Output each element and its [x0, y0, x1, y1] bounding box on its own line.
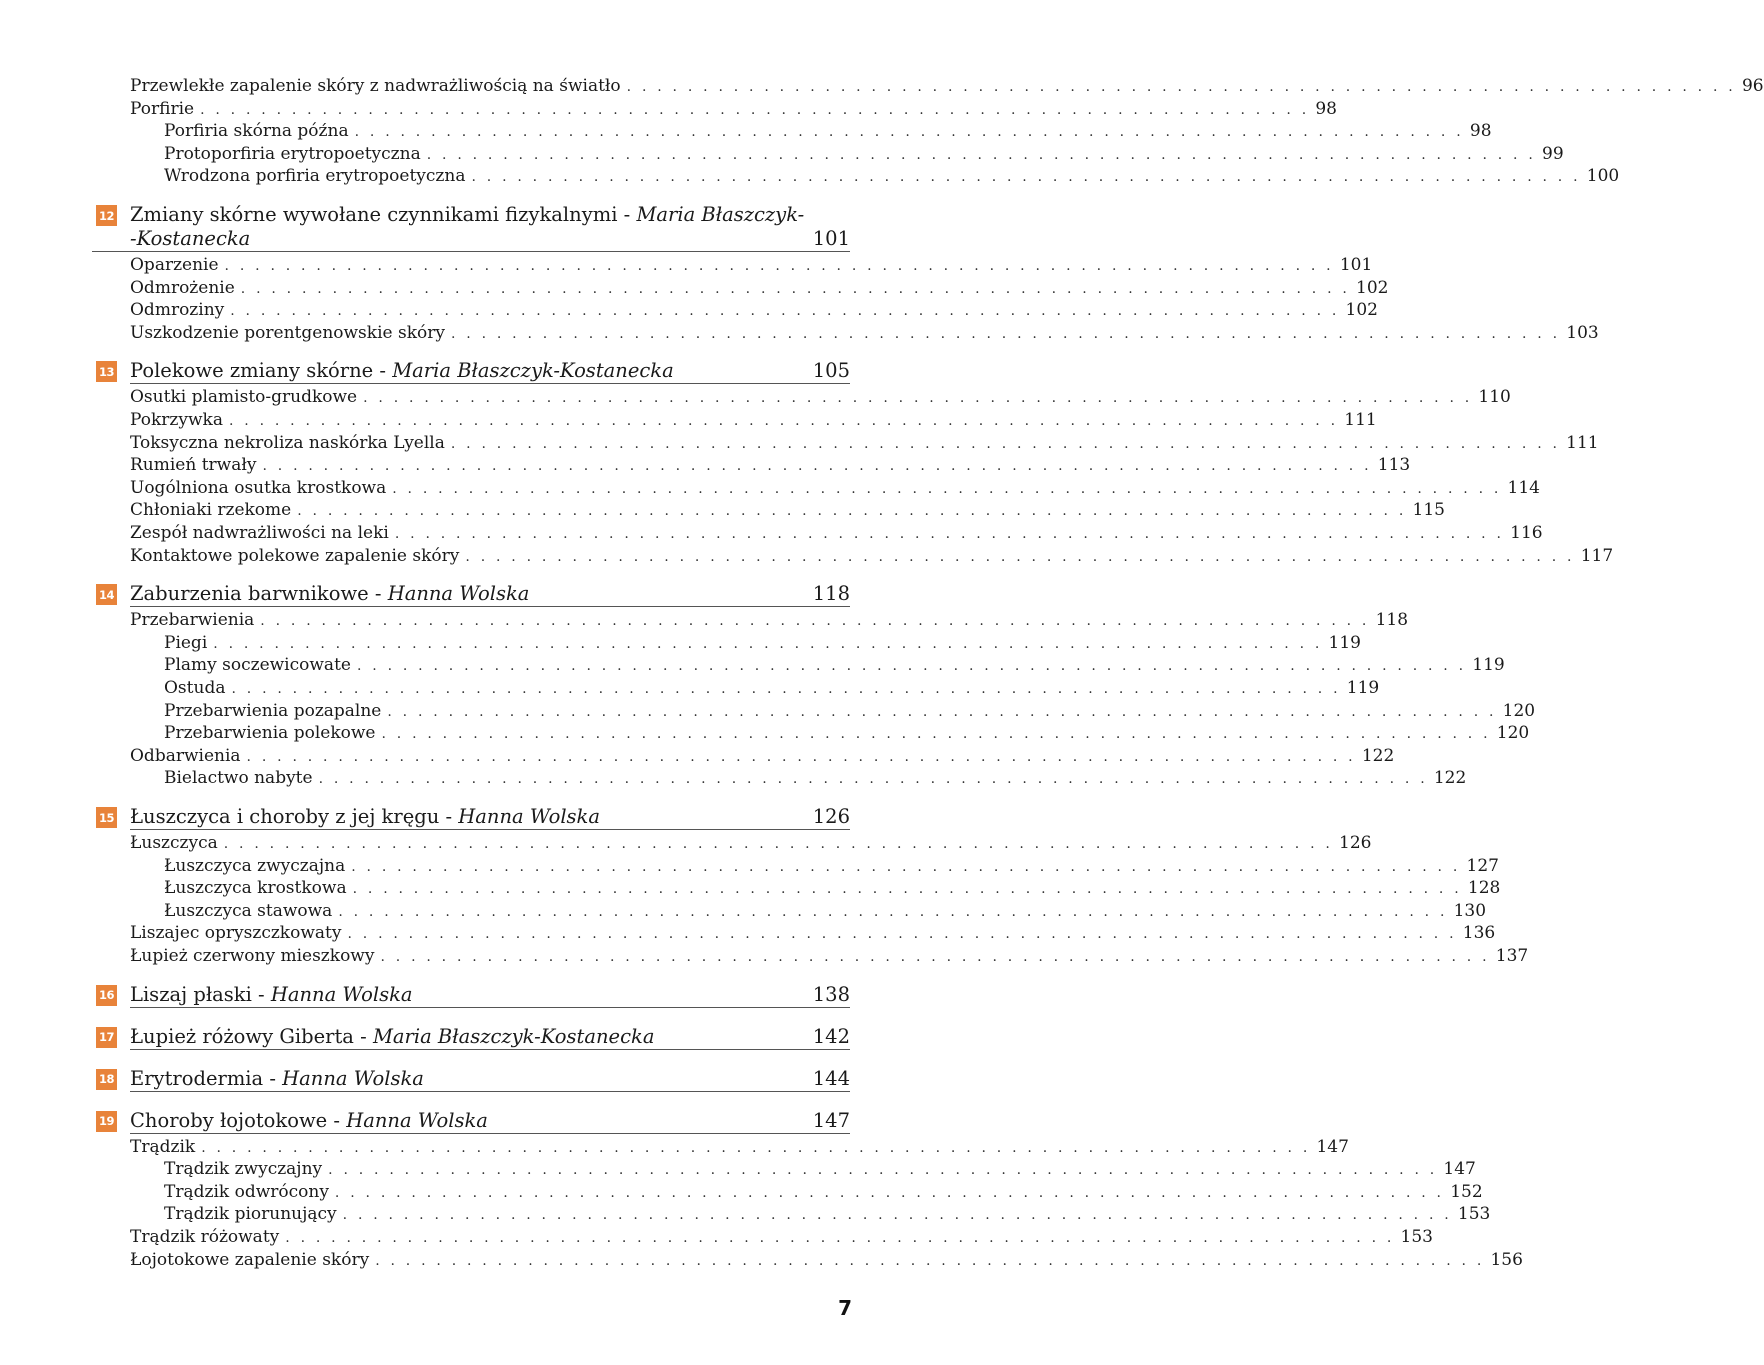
entry-title: Rumień trwały: [130, 455, 257, 476]
chapter-author: Maria Błaszczyk-: [636, 203, 805, 226]
chapter-heading-continuation[interactable]: [130, 227, 850, 251]
chapter-page-number: 126: [812, 805, 850, 828]
entry-title: Protoporfiria erytropoetyczna: [164, 143, 421, 164]
chapter-author-separator: -: [327, 1108, 347, 1132]
dot-leader: . . . . . . . . . . . . . . . . . . . . . . . . . . . . . . . . . . . . . . . . . . . . . . . . . . . . . . . . . . . . . . . . . . . . . . . . .: [375, 1252, 1485, 1269]
chapter-number-badge: 16: [96, 985, 117, 1006]
chapter-author-separator: -: [368, 582, 388, 606]
toc-entry[interactable]: [130, 523, 1543, 544]
entry-page-number: 113: [1377, 455, 1411, 476]
toc-entry[interactable]: [130, 98, 1337, 120]
entry-page-number: 96: [1741, 76, 1764, 96]
toc-subentry[interactable]: [164, 121, 1492, 142]
entry-title: Przebarwienia: [130, 610, 255, 631]
toc-entry[interactable]: [130, 1136, 1349, 1158]
dot-leader: . . . . . . . . . . . . . . . . . . . . . . . . . . . . . . . . . . . . . . . . . . . . . . . . . . . . . . . . . . . . . . . . . . . . . . . . .: [450, 325, 1561, 342]
chapter-title: Choroby łojotokowe: [130, 1108, 328, 1132]
dot-leader: . . . . . . . . . . . . . . . . . . . . . . . . . . . . . . . . . . . . . . . . . . . . . . . . . . . . . . . . . . . . . . . . . . . . . . . . .: [351, 858, 1461, 875]
chapter-author: Hanna Wolska: [270, 982, 413, 1006]
entry-title: Trądzik: [130, 1136, 196, 1157]
chapter-author-separator: -: [617, 203, 637, 226]
toc-subentry[interactable]: [164, 1204, 1491, 1225]
toc-subentry[interactable]: [164, 166, 1620, 187]
dot-leader: . . . . . . . . . . . . . . . . . . . . . . . . . . . . . . . . . . . . . . . . . . . . . . . . . . . . . . . . . . . . . . . . . . . . . . . . .: [246, 748, 1356, 765]
toc-entry[interactable]: [130, 610, 1409, 631]
entry-page-number: 152: [1450, 1181, 1483, 1202]
dot-leader: . . . . . . . . . . . . . . . . . . . . . . . . . . . . . . . . . . . . . . . . . . . . . . . . . . . . . . . . . . . . . . . . . . . . . . . . .: [450, 435, 1561, 452]
toc-entry[interactable]: [130, 500, 1445, 521]
entry-page-number: 103: [1566, 322, 1599, 343]
toc-entry[interactable]: [130, 277, 1389, 299]
dot-leader: . . . . . . . . . . . . . . . . . . . . . . . . . . . . . . . . . . . . . . . . . . . . . . . . . . . . . . . . . . . . . . . . . . . . . . . . .: [356, 658, 1467, 675]
chapter-number-badge: 14: [96, 584, 117, 605]
chapter-underline: [130, 1007, 850, 1008]
chapter-number-badge: 12: [96, 205, 117, 226]
chapter-author: Hanna Wolska: [458, 805, 600, 828]
entry-title: Przebarwienia pozapalne: [164, 700, 382, 721]
entry-title: Pokrzywka: [130, 410, 223, 430]
dot-leader: . . . . . . . . . . . . . . . . . . . . . . . . . . . . . . . . . . . . . . . . . . . . . . . . . . . . . . . . . . . . . . . . . . . . . . . . .: [387, 703, 1497, 720]
entry-title: Odmroziny: [130, 300, 225, 321]
chapter-underline: [130, 606, 850, 607]
chapter-underline: [130, 1091, 850, 1092]
toc-subentry[interactable]: [164, 678, 1380, 699]
entry-page-number: 119: [1346, 678, 1380, 698]
toc-subentry[interactable]: [164, 1181, 1483, 1203]
chapter-author-separator: -: [251, 982, 271, 1006]
entry-title: Zespół nadwrażliwości na leki: [130, 523, 389, 543]
chapter-number-badge: 18: [96, 1069, 117, 1090]
entry-page-number: 136: [1462, 923, 1496, 944]
entry-page-number: 118: [1375, 610, 1409, 631]
toc-entry[interactable]: [130, 1227, 1433, 1248]
entry-title: Bielactwo nabyte: [164, 768, 313, 789]
chapter-heading[interactable]: [130, 359, 850, 383]
toc-entry[interactable]: [130, 255, 1373, 276]
dot-leader: . . . . . . . . . . . . . . . . . . . . . . . . . . . . . . . . . . . . . . . . . . . . . . . . . . . . . . . . . . . . . . . . . . . . . . . . .: [380, 949, 1490, 965]
entry-title: Uszkodzenie porentgenowskie skóry: [130, 322, 445, 343]
entry-title: Trądzik odwrócony: [164, 1181, 329, 1202]
chapter-heading[interactable]: [130, 1067, 850, 1091]
entry-page-number: 120: [1502, 700, 1536, 721]
entry-title: Łuszczyca: [130, 833, 218, 853]
entry-title: Oparzenie: [130, 255, 219, 275]
page-number: 7: [838, 1296, 852, 1320]
chapter-underline: [92, 251, 850, 252]
dot-leader: . . . . . . . . . . . . . . . . . . . . . . . . . . . . . . . . . . . . . . . . . . . . . . . . . . . . . . . . . . . . . . . . . . . . . . . . .: [201, 1139, 1311, 1156]
chapter-heading[interactable]: [130, 805, 850, 829]
entry-title: Przewlekłe zapalenie skóry z nadwrażliwością na światło: [130, 76, 621, 96]
chapter-page-number: 101: [812, 227, 850, 250]
entry-title: Łojotokowe zapalenie skóry: [130, 1249, 370, 1270]
entry-title: Łuszczyca krostkowa: [164, 878, 347, 899]
dot-leader: . . . . . . . . . . . . . . . . . . . . . . . . . . . . . . . . . . . . . . . . . . . . . . . . . . . . . . . . . . . . . . . . . . . . . . . . .: [228, 413, 1339, 429]
chapter-underline: [130, 1133, 850, 1134]
chapter-author: Maria Błaszczyk-Kostanecka: [392, 359, 674, 383]
toc-subentry[interactable]: [164, 878, 1501, 899]
chapter-title: Łuszczyca i choroby z jej kręgu: [130, 805, 440, 828]
chapter-title: Zmiany skórne wywołane czynnikami fizykalnymi: [130, 203, 618, 226]
dot-leader: . . . . . . . . . . . . . . . . . . . . . . . . . . . . . . . . . . . . . . . . . . . . . . . . . . . . . . . . . . . . . . . . . . . . . . . . .: [465, 548, 1575, 565]
entry-page-number: 100: [1586, 166, 1620, 187]
toc-entry[interactable]: [130, 946, 1529, 967]
entry-title: Odbarwienia: [130, 745, 241, 766]
dot-leader: . . . . . . . . . . . . . . . . . . . . . . . . . . . . . . . . . . . . . . . . . . . . . . . . . . . . . . . . . . . . . . . . . . . . . . . . .: [338, 903, 1448, 920]
entry-page-number: 156: [1490, 1249, 1523, 1270]
chapter-heading[interactable]: [130, 203, 850, 227]
toc-subentry[interactable]: [164, 1159, 1476, 1180]
entry-page-number: 122: [1361, 745, 1395, 766]
entry-page-number: 111: [1566, 432, 1599, 453]
dot-leader: . . . . . . . . . . . . . . . . . . . . . . . . . . . . . . . . . . . . . . . . . . . . . . . . . . . . . . . . . . . . . . . . . . . . . . . . .: [224, 258, 1334, 274]
entry-title: Liszajec opryszczkowaty: [130, 923, 342, 944]
toc-subentry[interactable]: [164, 723, 1530, 744]
chapter-page-number: 147: [812, 1108, 850, 1132]
entry-title: Trądzik piorunujący: [164, 1204, 337, 1225]
toc-entry[interactable]: [130, 833, 1372, 854]
chapter-author: -Kostanecka: [130, 227, 251, 250]
toc-subentry[interactable]: [164, 900, 1487, 922]
chapter-title: Liszaj płaski: [130, 982, 252, 1006]
dot-leader: . . . . . . . . . . . . . . . . . . . . . . . . . . . . . . . . . . . . . . . . . . . . . . . . . . . . . . . . . . . . . . . . . . . . . . . . .: [347, 926, 1457, 943]
chapter-underline: [130, 829, 850, 830]
entry-title: Trądzik zwyczajny: [164, 1159, 323, 1180]
chapter-page-number: 144: [812, 1066, 850, 1090]
entry-page-number: 114: [1507, 477, 1540, 498]
entry-page-number: 115: [1412, 500, 1445, 521]
chapter-author: Hanna Wolska: [346, 1108, 488, 1132]
entry-page-number: 126: [1339, 833, 1372, 853]
toc-subentry[interactable]: [164, 632, 1361, 654]
toc-entry[interactable]: [130, 322, 1599, 344]
entry-title: Odmrożenie: [130, 277, 235, 298]
entry-page-number: 102: [1356, 277, 1389, 298]
entry-page-number: 99: [1542, 143, 1564, 164]
chapter-author-separator: -: [373, 359, 393, 383]
entry-title: Plamy soczewicowate: [164, 655, 351, 676]
dot-leader: . . . . . . . . . . . . . . . . . . . . . . . . . . . . . . . . . . . . . . . . . . . . . . . . . . . . . . . . . . . . . . . . . . . . . . . . .: [230, 303, 1340, 320]
dot-leader: . . . . . . . . . . . . . . . . . . . . . . . . . . . . . . . . . . . . . . . . . . . . . . . . . . . . . . . . . . . . . . . . . . . . . . . . .: [352, 881, 1462, 898]
chapter-number-badge: 17: [96, 1027, 117, 1048]
entry-page-number: 127: [1466, 855, 1499, 876]
toc-entry[interactable]: [130, 76, 1764, 97]
chapter-author-separator: -: [353, 1024, 373, 1048]
entry-page-number: 110: [1478, 387, 1511, 408]
dot-leader: . . . . . . . . . . . . . . . . . . . . . . . . . . . . . . . . . . . . . . . . . . . . . . . . . . . . . . . . . . . . . . . . . . . . . . . . .: [334, 1184, 1445, 1201]
entry-page-number: 111: [1344, 410, 1377, 430]
chapter-heading[interactable]: [130, 1025, 850, 1049]
entry-title: Piegi: [164, 632, 208, 653]
entry-title: Łuszczyca zwyczajna: [164, 855, 346, 876]
chapter-title: Łupież różowy Giberta: [130, 1024, 354, 1048]
toc-entry[interactable]: [130, 432, 1599, 454]
chapter-number-badge: 19: [96, 1111, 117, 1132]
dot-leader: . . . . . . . . . . . . . . . . . . . . . . . . . . . . . . . . . . . . . . . . . . . . . . . . . . . . . . . . . . . . . . . . . . . . . . . . .: [240, 280, 1351, 297]
entry-page-number: 119: [1328, 632, 1361, 653]
entry-page-number: 98: [1469, 121, 1492, 142]
toc-entry[interactable]: [130, 387, 1511, 408]
chapter-heading[interactable]: [130, 983, 850, 1007]
chapter-heading[interactable]: [130, 1109, 850, 1133]
entry-page-number: 128: [1467, 878, 1501, 899]
entry-page-number: 98: [1315, 98, 1337, 119]
dot-leader: . . . . . . . . . . . . . . . . . . . . . . . . . . . . . . . . . . . . . . . . . . . . . . . . . . . . . . . . . . . . . . . . . . . . . . . . .: [213, 635, 1323, 652]
entry-title: Łupież czerwony mieszkowy: [130, 946, 375, 966]
chapter-heading[interactable]: [130, 582, 850, 606]
toc-subentry[interactable]: [164, 143, 1564, 165]
chapter-title: Polekowe zmiany skórne: [130, 359, 374, 383]
entry-title: Łuszczyca stawowa: [164, 900, 333, 921]
dot-leader: . . . . . . . . . . . . . . . . . . . . . . . . . . . . . . . . . . . . . . . . . . . . . . . . . . . . . . . . . . . . . . . . . . . . . . . . .: [394, 526, 1505, 542]
toc-entry[interactable]: [130, 1249, 1523, 1271]
entry-page-number: 102: [1345, 300, 1378, 321]
entry-title: Przebarwienia polekowe: [164, 723, 376, 744]
entry-title: Trądzik różowaty: [130, 1227, 280, 1247]
chapter-author: Hanna Wolska: [282, 1066, 424, 1090]
dot-leader: . . . . . . . . . . . . . . . . . . . . . . . . . . . . . . . . . . . . . . . . . . . . . . . . . . . . . . . . . . . . . . . . . . . . . . . . .: [471, 169, 1581, 186]
entry-title: Toksyczna nekroliza naskórka Lyella: [130, 432, 445, 453]
entry-page-number: 119: [1472, 655, 1505, 676]
entry-page-number: 117: [1580, 545, 1614, 566]
dot-leader: . . . . . . . . . . . . . . . . . . . . . . . . . . . . . . . . . . . . . . . . . . . . . . . . . . . . . . . . . . . . . . . . . . . . . . . . .: [200, 101, 1310, 118]
dot-leader: . . . . . . . . . . . . . . . . . . . . . . . . . . . . . . . . . . . . . . . . . . . . . . . . . . . . . . . . . . . . . . . . . . . . . . . . .: [381, 726, 1491, 743]
chapter-author-separator: -: [263, 1066, 283, 1090]
chapter-title: Erytrodermia: [130, 1066, 264, 1090]
entry-title: Uogólniona osutka krostkowa: [130, 477, 387, 498]
entry-page-number: 130: [1453, 900, 1487, 921]
entry-title: Ostuda: [164, 678, 226, 698]
toc-entry[interactable]: [130, 477, 1540, 499]
toc-entry[interactable]: [130, 545, 1614, 567]
entry-page-number: 147: [1443, 1159, 1476, 1180]
dot-leader: . . . . . . . . . . . . . . . . . . . . . . . . . . . . . . . . . . . . . . . . . . . . . . . . . . . . . . . . . . . . . . . . . . . . . . . . .: [318, 771, 1428, 788]
toc-entry[interactable]: [130, 923, 1496, 944]
dot-leader: . . . . . . . . . . . . . . . . . . . . . . . . . . . . . . . . . . . . . . . . . . . . . . . . . . . . . . . . . . . . . . . . . . . . . . . . .: [328, 1162, 1438, 1179]
chapter-title: Zaburzenia barwnikowe: [130, 582, 369, 606]
chapter-page-number: 118: [812, 582, 850, 606]
entry-page-number: 120: [1496, 723, 1530, 744]
entry-page-number: 116: [1510, 523, 1543, 543]
toc-subentry[interactable]: [164, 655, 1505, 676]
dot-leader: . . . . . . . . . . . . . . . . . . . . . . . . . . . . . . . . . . . . . . . . . . . . . . . . . . . . . . . . . . . . . . . . . . . . . . . . .: [392, 480, 1502, 497]
entry-page-number: 153: [1400, 1227, 1433, 1247]
toc-entry[interactable]: [130, 455, 1411, 476]
dot-leader: . . . . . . . . . . . . . . . . . . . . . . . . . . . . . . . . . . . . . . . . . . . . . . . . . . . . . . . . . . . . . . . . . . . . . . . . .: [297, 503, 1407, 520]
entry-title: Kontaktowe polekowe zapalenie skóry: [130, 545, 460, 566]
chapter-author-separator: -: [439, 805, 459, 828]
entry-title: Wrodzona porfiria erytropoetyczna: [164, 166, 466, 187]
chapter-underline: [130, 1049, 850, 1050]
dot-leader: . . . . . . . . . . . . . . . . . . . . . . . . . . . . . . . . . . . . . . . . . . . . . . . . . . . . . . . . . . . . . . . . . . . . . . . . .: [626, 79, 1736, 95]
entry-title: Porfiria skórna późna: [164, 121, 349, 142]
dot-leader: . . . . . . . . . . . . . . . . . . . . . . . . . . . . . . . . . . . . . . . . . . . . . . . . . . . . . . . . . . . . . . . . . . . . . . . . .: [342, 1207, 1452, 1224]
entry-page-number: 153: [1457, 1204, 1491, 1225]
entry-title: Chłoniaki rzekome: [130, 500, 292, 521]
chapter-number-badge: 13: [96, 361, 117, 382]
chapter-number-badge: 15: [96, 807, 117, 828]
dot-leader: . . . . . . . . . . . . . . . . . . . . . . . . . . . . . . . . . . . . . . . . . . . . . . . . . . . . . . . . . . . . . . . . . . . . . . . . .: [260, 613, 1370, 630]
dot-leader: . . . . . . . . . . . . . . . . . . . . . . . . . . . . . . . . . . . . . . . . . . . . . . . . . . . . . . . . . . . . . . . . . . . . . . . . .: [231, 681, 1341, 697]
toc-subentry[interactable]: [164, 855, 1499, 877]
dot-leader: . . . . . . . . . . . . . . . . . . . . . . . . . . . . . . . . . . . . . . . . . . . . . . . . . . . . . . . . . . . . . . . . . . . . . . . . .: [354, 124, 1464, 141]
dot-leader: . . . . . . . . . . . . . . . . . . . . . . . . . . . . . . . . . . . . . . . . . . . . . . . . . . . . . . . . . . . . . . . . . . . . . . . . .: [285, 1230, 1395, 1246]
chapter-page-number: 138: [812, 982, 850, 1006]
toc-entry[interactable]: [130, 745, 1395, 767]
dot-leader: . . . . . . . . . . . . . . . . . . . . . . . . . . . . . . . . . . . . . . . . . . . . . . . . . . . . . . . . . . . . . . . . . . . . . . . . .: [426, 146, 1536, 163]
entry-page-number: 137: [1495, 946, 1529, 966]
chapter-underline: [130, 383, 850, 384]
dot-leader: . . . . . . . . . . . . . . . . . . . . . . . . . . . . . . . . . . . . . . . . . . . . . . . . . . . . . . . . . . . . . . . . . . . . . . . . .: [262, 458, 1372, 475]
toc-entry[interactable]: [130, 300, 1378, 321]
entry-title: Osutki plamisto-grudkowe: [130, 387, 358, 408]
toc-subentry[interactable]: [164, 768, 1467, 789]
chapter-author: Maria Błaszczyk-Kostanecka: [372, 1024, 655, 1048]
chapter-author: Hanna Wolska: [387, 582, 530, 606]
chapter-page-number: 105: [812, 359, 850, 383]
dot-leader: . . . . . . . . . . . . . . . . . . . . . . . . . . . . . . . . . . . . . . . . . . . . . . . . . . . . . . . . . . . . . . . . . . . . . . . . .: [223, 836, 1334, 852]
entry-page-number: 147: [1316, 1136, 1349, 1157]
entry-title: Porfirie: [130, 98, 195, 119]
chapter-page-number: 142: [812, 1024, 850, 1048]
entry-page-number: 122: [1433, 768, 1467, 789]
dot-leader: . . . . . . . . . . . . . . . . . . . . . . . . . . . . . . . . . . . . . . . . . . . . . . . . . . . . . . . . . . . . . . . . . . . . . . . . .: [363, 390, 1473, 407]
toc-entry[interactable]: [130, 410, 1377, 431]
toc-subentry[interactable]: [164, 700, 1536, 722]
entry-page-number: 101: [1339, 255, 1373, 275]
